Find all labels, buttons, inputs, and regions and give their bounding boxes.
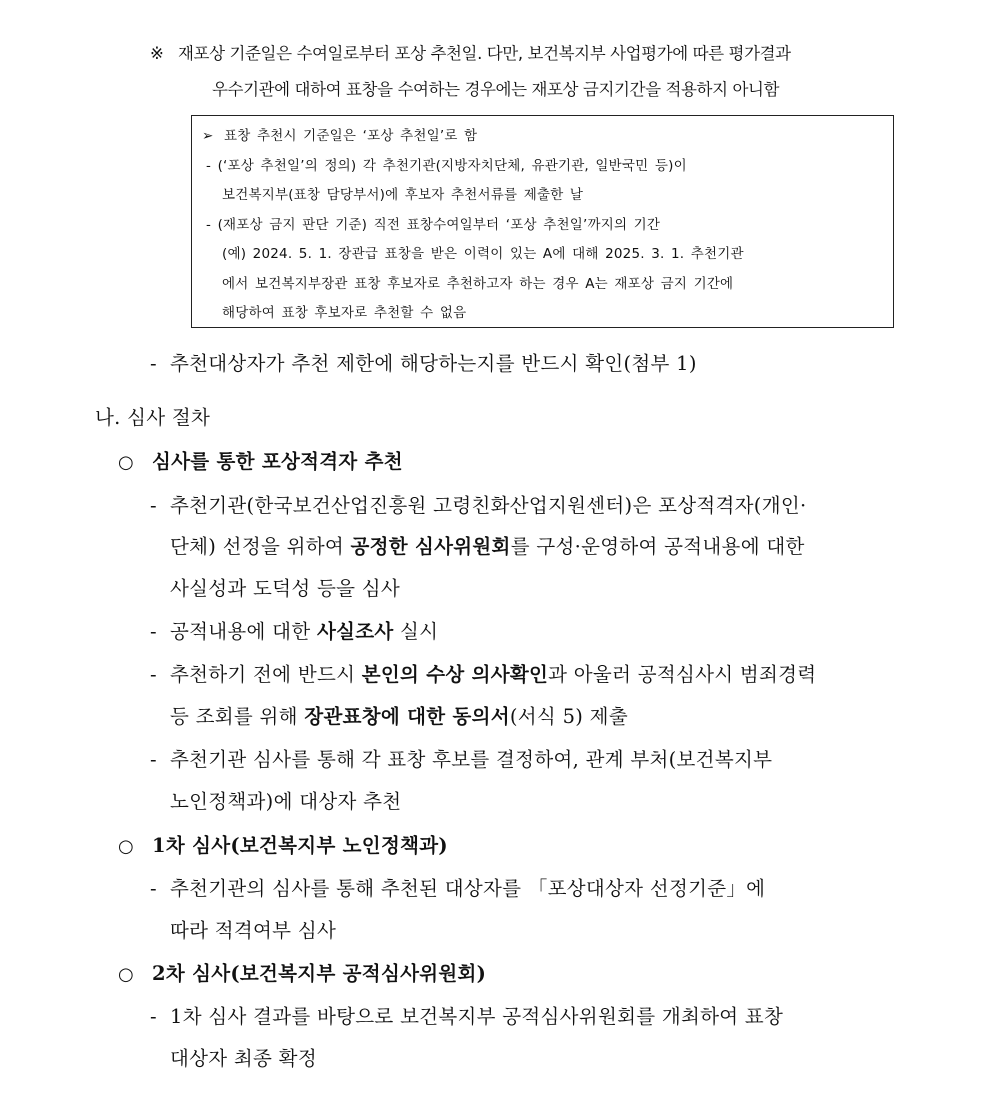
c2-dash-1-line-b: 따라 적격여부 심사 xyxy=(170,919,337,942)
c3-dash-1-line-b: 대상자 최종 확정 xyxy=(170,1047,317,1070)
note-text-1: 재포상 기준일은 수여일로부터 포상 추천일. 다만, 보건복지부 사업평가에 따른 평가결과 xyxy=(178,44,791,63)
c3-dash-1-line-a: - 1차 심사 결과를 바탕으로 보건복지부 공적심사위원회를 개최하여 표창 xyxy=(150,1005,784,1028)
box-line-3: 보건복지부(표창 담당부서)에 후보자 추천서류를 제출한 날 xyxy=(222,187,584,203)
box-line-6: 에서 보건복지부장관 표창 후보자로 추천하고자 하는 경우 A는 재포상 금지 기간에 xyxy=(222,275,734,292)
re-award-note xyxy=(150,36,910,108)
c1-dash-3-line-b: 등 조회를 위해 장관표창에 대한 동의서(서식 5) 제출 xyxy=(170,705,628,728)
box-line-1 xyxy=(202,122,883,152)
box-line-7: 해당하여 표창 후보자로 추천할 수 없음 xyxy=(222,305,467,321)
circle-item-3-title: ○ 2차 심사(보건복지부 공적심사위원회) xyxy=(118,962,487,985)
c1-dash-3-line-a: - 추천하기 전에 반드시 본인의 수상 의사확인과 아울러 공적심사시 범죄경력 xyxy=(150,663,817,686)
circle-bullet-icon: ○ xyxy=(118,964,135,985)
c1-dash-4-line-a: - 추천기관 심사를 통해 각 표창 후보를 결정하여, 관계 부처(보건복지부 xyxy=(150,748,773,771)
box-line-2: - (‘포상 추천일’의 정의) 각 추천기관(지방자치단체, 유관기관, 일반국민 등)이 xyxy=(206,157,687,174)
reference-mark-icon: ※ xyxy=(150,44,164,63)
arrow-bullet-icon: ➢ xyxy=(202,128,214,144)
box-line-5: (예) 2024. 5. 1. 장관급 표창을 받은 이력이 있는 A에 대해 2025. 3. 1. 추천기관 xyxy=(222,246,744,262)
box-text-1: 표창 추천시 기준일은 ‘포상 추천일’로 함 xyxy=(224,128,478,144)
circle-item-2-title: ○ 1차 심사(보건복지부 노인정책과) xyxy=(118,834,448,857)
circle-bullet-icon: ○ xyxy=(118,836,135,857)
circle-bullet-icon: ○ xyxy=(118,452,135,473)
note-line-1 xyxy=(150,36,910,72)
c1-dash-2-line: - 공적내용에 대한 사실조사 실시 xyxy=(150,620,439,643)
c1-dash-1-line-b: 단체) 선정을 위하여 공정한 심사위원회를 구성·운영하여 공적내용에 대한 xyxy=(170,535,805,558)
check-restriction-line: - 추천대상자가 추천 제한에 해당하는지를 반드시 확인(첨부 1) xyxy=(150,352,697,375)
circle-item-1-title: ○ 심사를 통한 포상적격자 추천 xyxy=(118,450,403,473)
c1-dash-1-line-a: - 추천기관(한국보건산업진흥원 고령친화산업지원센터)은 포상적격자(개인· xyxy=(150,494,807,517)
recommendation-criteria-box xyxy=(191,115,894,328)
section-title: 나. 심사 절차 xyxy=(95,406,211,429)
c2-dash-1-line-a: - 추천기관의 심사를 통해 추천된 대상자를 「포상대상자 선정기준」에 xyxy=(150,877,766,900)
c1-dash-1-line-c: 사실성과 도덕성 등을 심사 xyxy=(170,577,401,600)
c1-dash-4-line-b: 노인정책과)에 대상자 추천 xyxy=(170,790,402,813)
note-line-2: 우수기관에 대하여 표창을 수여하는 경우에는 재포상 금지기간을 적용하지 아니함 xyxy=(212,80,780,99)
box-line-4: - (재포상 금지 판단 기준) 직전 표창수여일부터 ‘포상 추천일’까지의 기간 xyxy=(206,216,661,233)
